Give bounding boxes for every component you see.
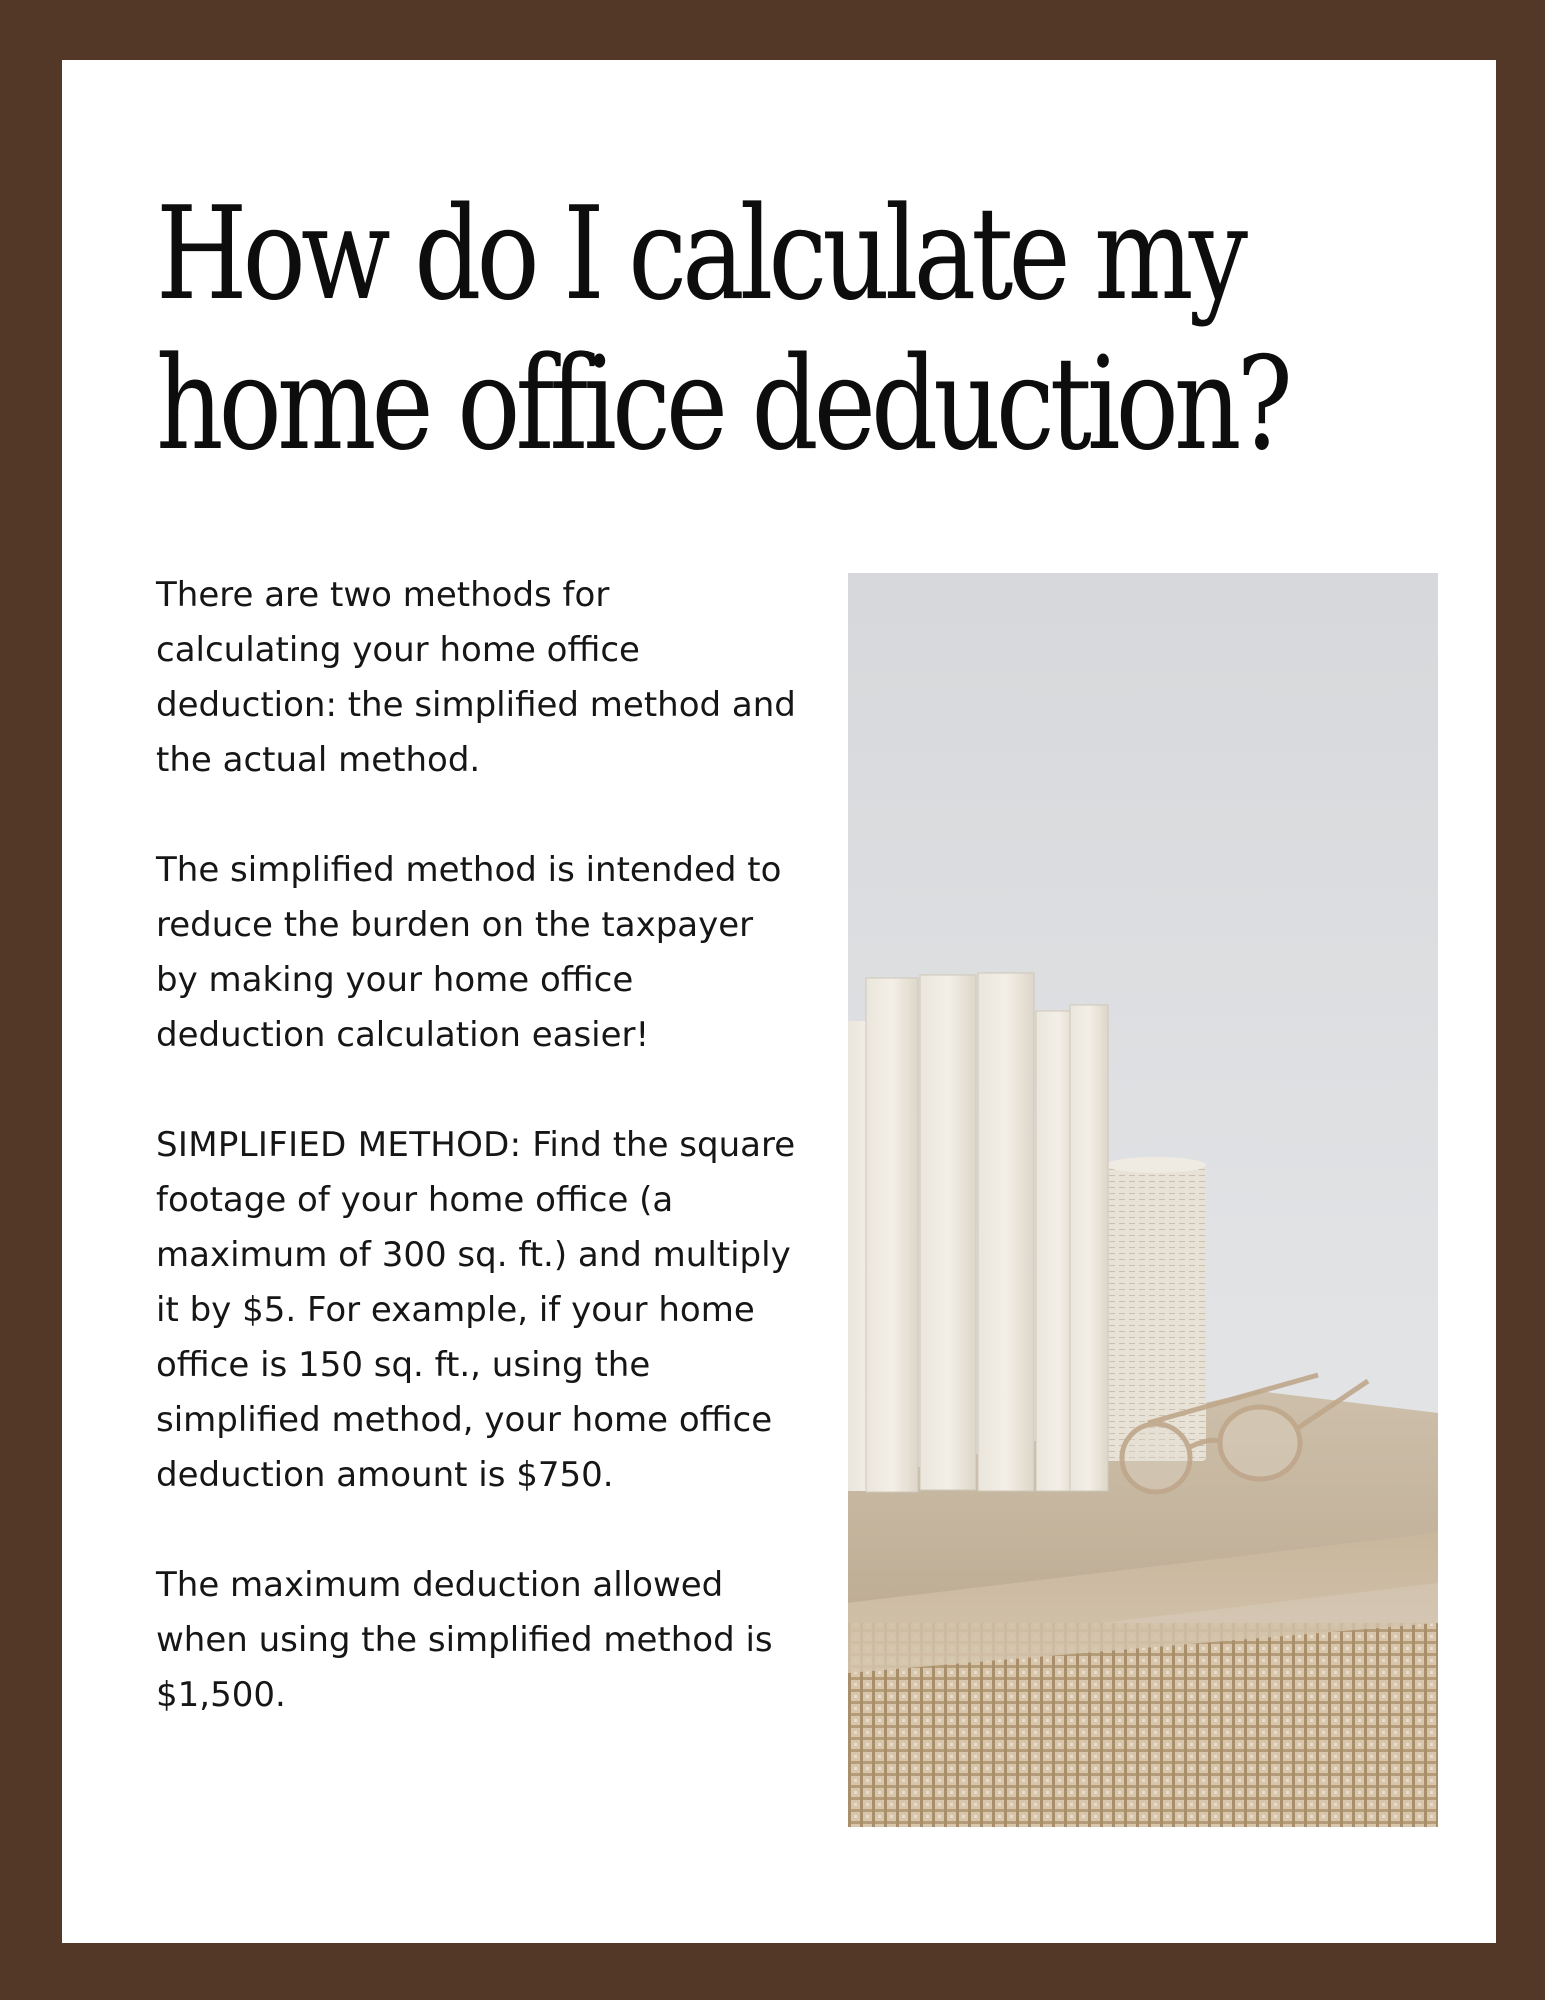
- photo-illustration: [848, 573, 1438, 1827]
- simplified-intent-paragraph: The simplified method is intended to reduce the burden on the taxpayer by making your home office deduction calculation easier!: [156, 850, 782, 1055]
- page: [62, 60, 1496, 1943]
- simplified-method-paragraph: [156, 1118, 796, 1503]
- page-title: [156, 180, 1288, 480]
- title-line-2: home office deduction?: [156, 330, 1288, 479]
- body-text: [156, 568, 796, 1723]
- books-and-glasses-photo: [848, 573, 1438, 1827]
- title-line-1: How do I calculate my: [156, 180, 1244, 329]
- maximum-deduction-paragraph: The maximum deduction allowed when using the simplified method is $1,500.: [156, 1565, 773, 1715]
- simplified-method-body: Find the square footage of your home office (a maximum of 300 sq. ft.) and multiply it by $5. For example, if your home office is 150 sq. ft., using the simplified method, your home office deduction amount is $750.: [156, 1125, 796, 1495]
- intro-paragraph: There are two methods for calculating your home office deduction: the simplified method and the actual method.: [156, 575, 796, 780]
- simplified-method-label: SIMPLIFIED METHOD:: [156, 1125, 522, 1165]
